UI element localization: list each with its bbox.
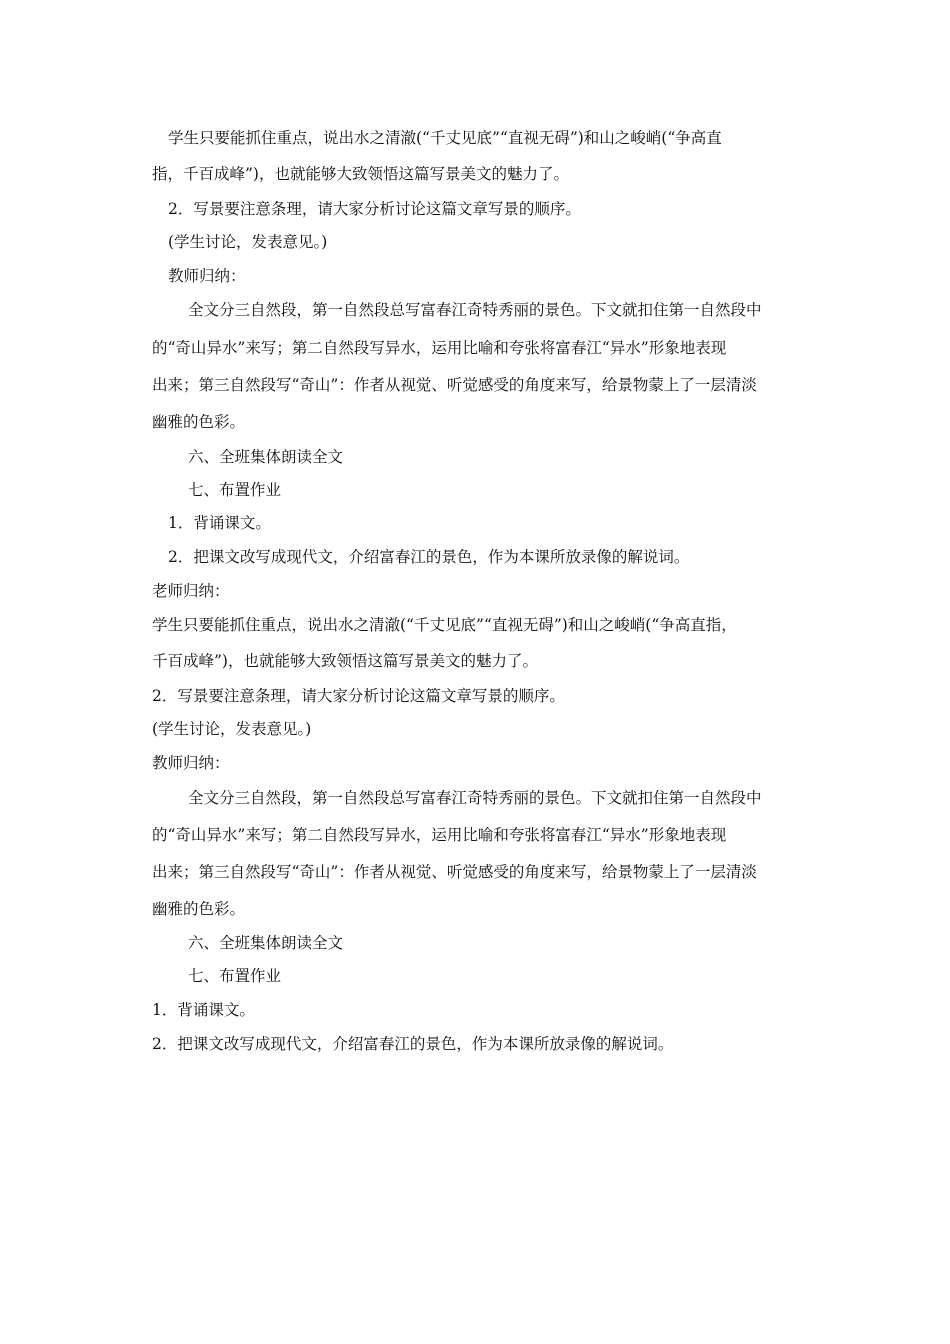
paragraph-question-2 bbox=[168, 199, 581, 219]
paragraph-student-discussion bbox=[168, 232, 327, 252]
heading-section-6 bbox=[188, 447, 343, 467]
paragraph-summary-repeat-line-4 bbox=[152, 899, 245, 919]
paragraph-summary-line-4 bbox=[152, 412, 245, 432]
paragraph-key-points-cont bbox=[152, 164, 569, 184]
text-line: 学生只要能抓住重点，说出水之清澈(“千丈见底”“直视无碍”)和山之峻峭(“争高直 bbox=[168, 129, 722, 147]
text-line: 2．写景要注意条理，请大家分析讨论这篇文章写景的顺序。 bbox=[152, 687, 565, 705]
paragraph-key-points bbox=[168, 128, 722, 148]
text-line: 2．写景要注意条理，请大家分析讨论这篇文章写景的顺序。 bbox=[168, 200, 581, 218]
text-line: 出来；第三自然段写“奇山”：作者从视觉、听觉感受的角度来写，给景物蒙上了一层清淡 bbox=[152, 376, 757, 394]
text-line: (学生讨论，发表意见。) bbox=[168, 233, 328, 251]
heading-section-7-repeat bbox=[188, 966, 281, 986]
paragraph-summary-line-3 bbox=[152, 375, 757, 395]
text-line: 指，千百成峰”)，也就能够大致领悟这篇写景美文的魅力了。 bbox=[152, 165, 569, 183]
text-line: 幽雅的色彩。 bbox=[152, 413, 246, 431]
text-line: 教师归纳： bbox=[152, 754, 230, 772]
text-line: 全文分三自然段，第一自然段总写富春江奇特秀丽的景色。下文就扣住第一自然段中 bbox=[188, 301, 762, 319]
text-line: 1．背诵课文。 bbox=[152, 1001, 255, 1019]
paragraph-teacher-summary-label bbox=[168, 266, 246, 286]
text-line: 的“奇山异水”来写；第二自然段写异水，运用比喻和夸张将富春江“异水”形象地表现 bbox=[152, 826, 727, 844]
text-line: 七、布置作业 bbox=[188, 967, 282, 985]
homework-item-2 bbox=[168, 547, 689, 567]
paragraph-key-points-2 bbox=[152, 615, 737, 635]
text-line: 2．把课文改写成现代文，介绍富春江的景色，作为本课所放录像的解说词。 bbox=[168, 548, 690, 566]
paragraph-teacher-summary-label-3 bbox=[152, 753, 230, 773]
text-line: 六、全班集体朗读全文 bbox=[188, 448, 344, 466]
paragraph-summary-line-2 bbox=[152, 338, 726, 358]
text-line: 1．背诵课文。 bbox=[168, 514, 271, 532]
text-line: 老师归纳： bbox=[152, 582, 230, 600]
text-line: (学生讨论，发表意见。) bbox=[152, 720, 312, 738]
paragraph-teacher-summary-label-2 bbox=[152, 581, 230, 601]
text-line: 教师归纳： bbox=[168, 267, 246, 285]
text-line: 千百成峰”)，也就能够大致领悟这篇写景美文的魅力了。 bbox=[152, 652, 538, 670]
text-line: 学生只要能抓住重点，说出水之清澈(“千丈见底”“直视无碍”)和山之峻峭(“争高直指， bbox=[152, 616, 737, 634]
heading-section-6-repeat bbox=[188, 933, 343, 953]
paragraph-question-2-repeat bbox=[152, 686, 565, 706]
paragraph-summary-repeat-line-1 bbox=[188, 788, 762, 808]
paragraph-student-discussion-repeat bbox=[152, 719, 311, 739]
homework-item-2-repeat bbox=[152, 1034, 673, 1054]
text-line: 七、布置作业 bbox=[188, 481, 282, 499]
text-line: 出来；第三自然段写“奇山”：作者从视觉、听觉感受的角度来写，给景物蒙上了一层清淡 bbox=[152, 863, 757, 881]
paragraph-key-points-2-cont bbox=[152, 651, 538, 671]
homework-item-1-repeat bbox=[152, 1000, 255, 1020]
paragraph-summary-repeat-line-3 bbox=[152, 862, 757, 882]
heading-section-7 bbox=[188, 480, 281, 500]
text-line: 的“奇山异水”来写；第二自然段写异水，运用比喻和夸张将富春江“异水”形象地表现 bbox=[152, 339, 727, 357]
homework-item-1 bbox=[168, 513, 271, 533]
text-line: 六、全班集体朗读全文 bbox=[188, 934, 344, 952]
text-line: 全文分三自然段，第一自然段总写富春江奇特秀丽的景色。下文就扣住第一自然段中 bbox=[188, 789, 762, 807]
paragraph-summary-repeat-line-2 bbox=[152, 825, 726, 845]
paragraph-summary-line-1 bbox=[188, 300, 762, 320]
text-line: 幽雅的色彩。 bbox=[152, 900, 246, 918]
text-line: 2．把课文改写成现代文，介绍富春江的景色，作为本课所放录像的解说词。 bbox=[152, 1035, 674, 1053]
